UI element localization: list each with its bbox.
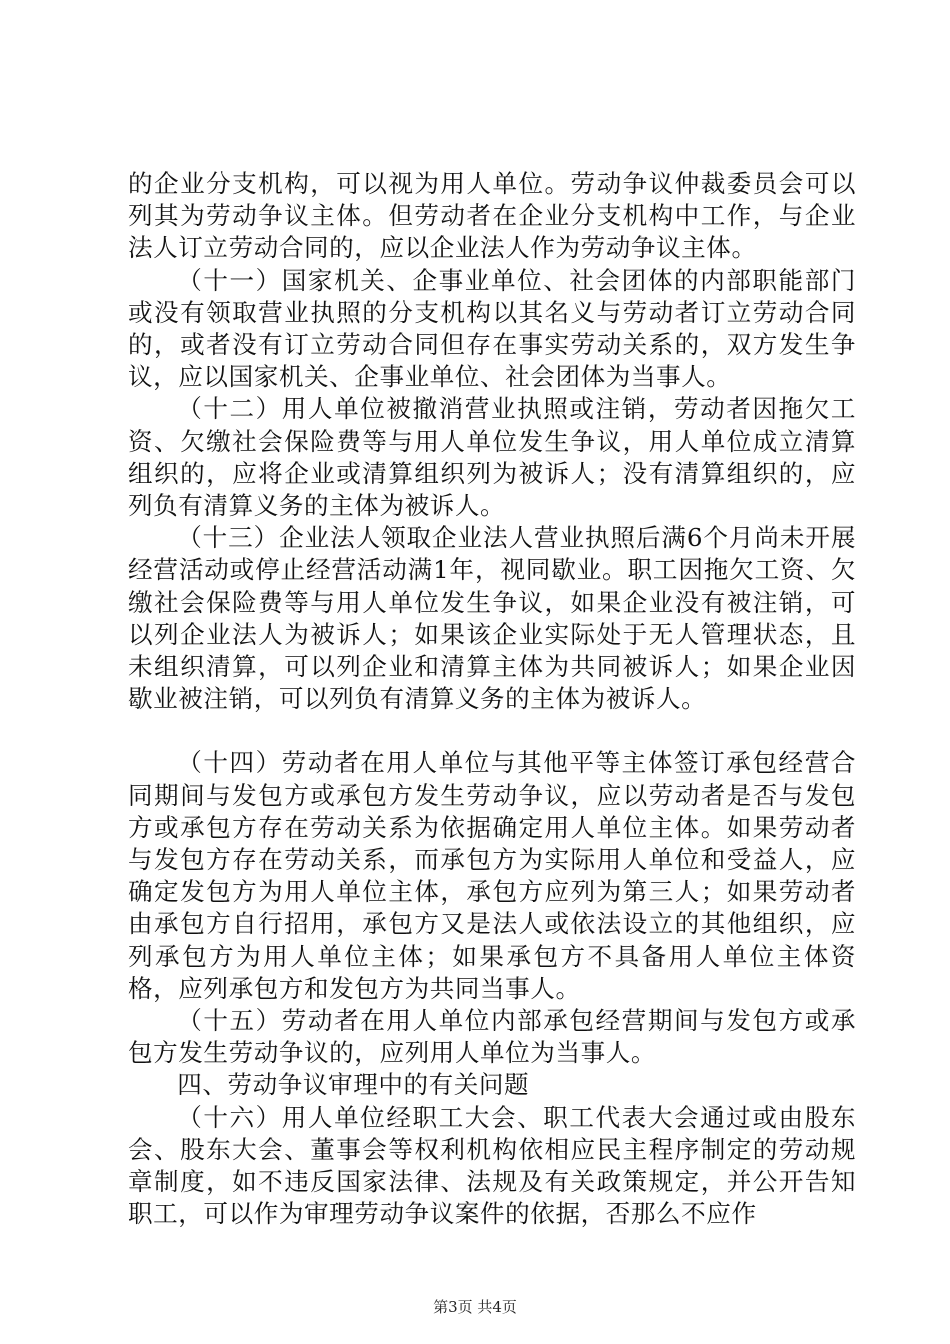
paragraph-article-12: （十二）用人单位被撤消营业执照或注销，劳动者因拖欠工资、欠缴社会保险费等与用人单位发生争议，用人单位成立清算组织的，应将企业或清算组织列为被诉人；没有清算组织的，应列负有清算义务的主体为被诉人。 [128,394,856,521]
paragraph-article-15: （十五）劳动者在用人单位内部承包经营期间与发包方或承包方发生劳动争议的，应列用人单位为当事人。 [128,1006,856,1068]
paragraph-article-11: （十一）国家机关、企事业单位、社会团体的内部职能部门或没有领取营业执照的分支机构以其名义与劳动者订立劳动合同的，或者没有订立劳动合同但存在事实劳动关系的，双方发生争议，应以国家机关、企事业单位、社会团体为当事人。 [128,265,856,392]
section-heading: 四、劳动争议审理中的有关问题 [177,1070,530,1100]
paragraph-article-13: （十三）企业法人领取企业法人营业执照后满6个月尚未开展经营活动或停止经营活动满1年，视同歇业。职工因拖欠工资、欠缴社会保险费等与用人单位发生争议，如果企业没有被注销，可以列企业法人为被诉人；如果该企业实际处于无人管理状态，且未组织清算，可以列企业和清算主体为共同被诉人；如果企业因歇业被注销，可以列负有清算义务的主体为被诉人。 [128,523,856,714]
paragraph-article-16: （十六）用人单位经职工大会、职工代表大会通过或由股东会、股东大会、董事会等权利机构依相应民主程序制定的劳动规章制度，如不违反国家法律、法规及有关政策规定，并公开告知职工，可以作为审理劳动争议案件的依据，否那么不应作 [128,1102,856,1229]
paragraph-continuation: 的企业分支机构，可以视为用人单位。劳动争议仲裁委员会可以列其为劳动争议主体。但劳动者在企业分支机构中工作，与企业法人订立劳动合同的，应以企业法人作为劳动争议主体。 [128,169,856,263]
paragraph-article-14: （十四）劳动者在用人单位与其他平等主体签订承包经营合同期间与发包方或承包方发生劳动争议，应以劳动者是否与发包方或承包方存在劳动关系为依据确定用人单位主体。如果劳动者与发包方存在劳动关系，而承包方为实际用人单位和受益人，应确定发包方为用人单位主体，承包方应列为第三人；如果劳动者由承包方自行招用，承包方又是法人或依法设立的其他组织，应列承包方为用人单位主体；如果承包方不具备用人单位主体资格，应列承包方和发包方为共同当事人。 [128,748,856,1003]
page-number-footer: 第3页 共4页 [433,1298,517,1316]
document-body [128,168,856,1231]
